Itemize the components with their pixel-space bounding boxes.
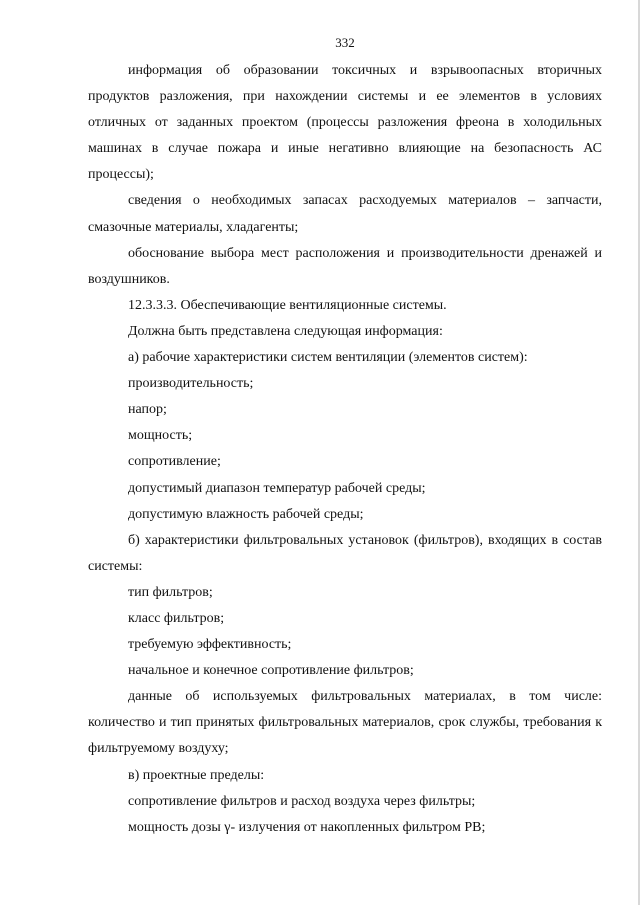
list-item: сопротивление; (128, 454, 221, 470)
paragraph-filter-materials: данные об используемых фильтровальных материалах, в том числе: количество и тип принятых фильтровальных материалов, срок службы, требования к фильтруемому воздуху; (88, 689, 602, 757)
list-item: начальное и конечное сопротивление фильтров; (128, 663, 414, 679)
list-item: сопротивление фильтров и расход воздуха через фильтры; (128, 793, 476, 809)
list-item: мощность дозы γ- излучения от накопленных фильтром РВ; (128, 819, 486, 835)
list-item: тип фильтров; (128, 584, 213, 600)
paragraph-consumables: сведения о необходимых запасах расходуемых материалов – запчасти, смазочные материалы, хладагенты; (88, 193, 602, 235)
section-heading-ventilation: 12.3.3.3. Обеспечивающие вентиляционные системы. (128, 297, 447, 313)
list-item: производительность; (128, 376, 254, 392)
list-item: класс фильтров; (128, 610, 225, 626)
list-item: допустимую влажность рабочей среды; (128, 506, 364, 522)
list-item: требуемую эффективность; (128, 637, 292, 653)
list-item: допустимый диапазон температур рабочей среды; (128, 480, 426, 496)
list-item: мощность; (128, 428, 193, 444)
list-heading-c: в) проектные пределы: (128, 767, 265, 783)
list-heading-b: б) характеристики фильтровальных установок (фильтров), входящих в состав системы: (88, 532, 602, 574)
paragraph-toxic-products: информация об образовании токсичных и взрывоопасных вторичных продуктов разложения, при нахождении системы и ее элементов в условиях отличных от заданных проектом (процессы разложения фреона в холодильных машинах в случае пожара и иные негативно влияющие на безопасность АС процессы); (88, 63, 602, 183)
list-heading-a: а) рабочие характеристики систем вентиляции (элементов систем): (128, 350, 528, 366)
list-item: напор; (128, 402, 167, 418)
paragraph-drains-vents: обоснование выбора мест расположения и производительности дренажей и воздушников. (88, 245, 602, 287)
page-number: 332 (335, 35, 355, 50)
paragraph-info-required: Должна быть представлена следующая информация: (128, 323, 443, 339)
